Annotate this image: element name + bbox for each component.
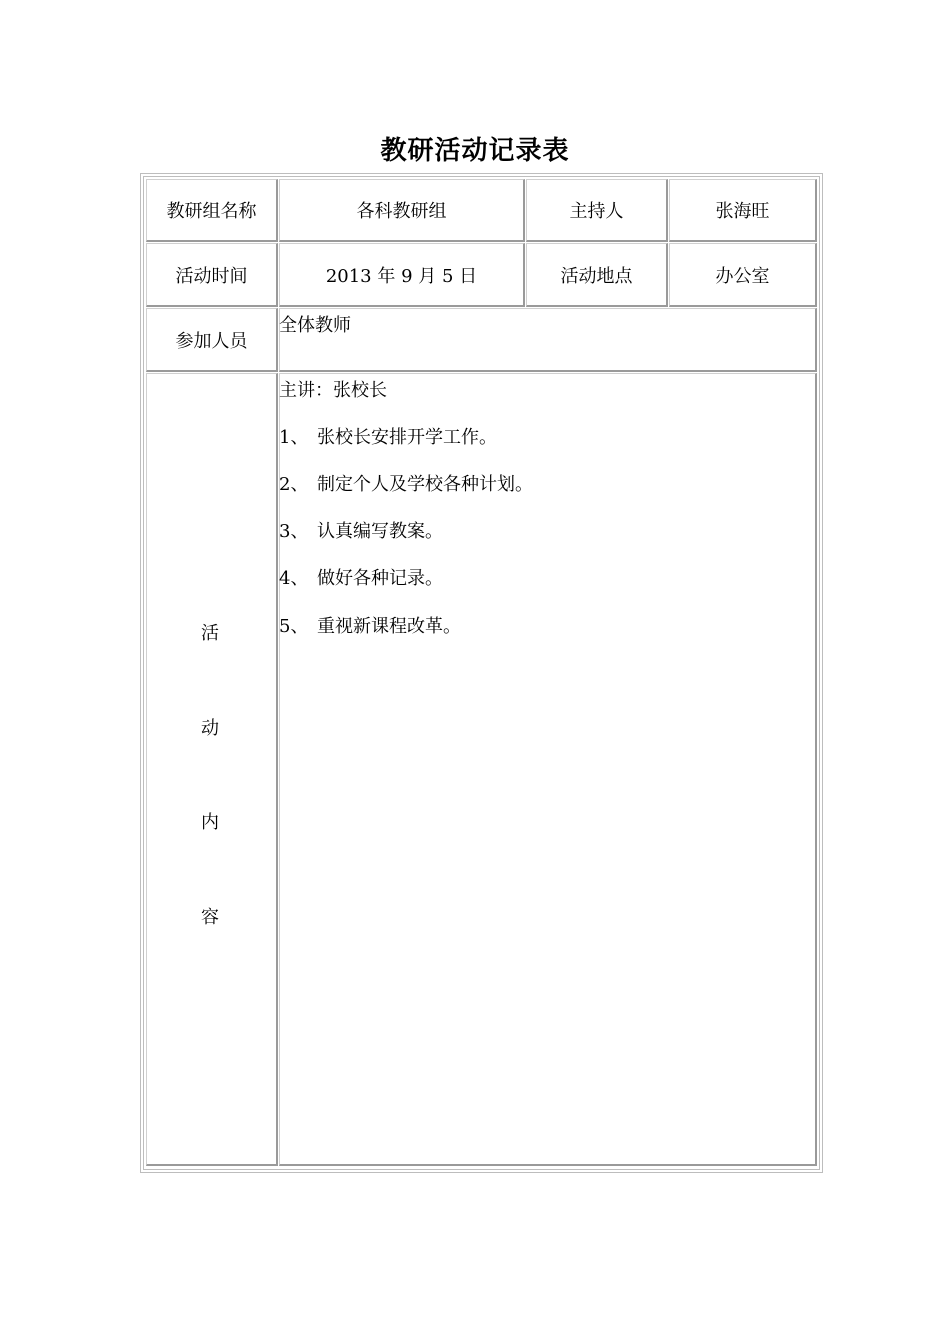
list-item-number: 4、 (279, 568, 309, 589)
list-item-text: 张校长安排开学工作。 (317, 427, 497, 448)
time-value: 2013 年 9 月 5 日 (325, 265, 478, 287)
host-label-cell (526, 179, 668, 242)
place-value: 办公室 (715, 265, 770, 287)
place-value-cell (669, 243, 817, 307)
content-label-char-4: 容 (201, 907, 219, 928)
host-value-cell (669, 179, 817, 242)
content-label-char-1: 活 (201, 623, 219, 644)
list-item-number: 5、 (279, 616, 309, 637)
time-label: 活动时间 (175, 265, 248, 287)
list-item (279, 423, 497, 449)
content-label-char-2: 动 (201, 718, 219, 739)
participants-label: 参加人员 (175, 330, 248, 352)
host-label: 主持人 (569, 201, 624, 222)
list-item (279, 517, 443, 543)
host-value: 张海旺 (715, 201, 770, 222)
list-item (279, 564, 443, 590)
group-name-label-cell (146, 179, 278, 242)
content-label-char-3: 内 (201, 812, 219, 833)
participants-value-cell (279, 308, 817, 372)
list-item-number: 2、 (279, 474, 309, 495)
time-label-cell (146, 243, 278, 307)
content-label-cell (146, 373, 278, 1166)
page-title: 教研活动记录表 (380, 136, 570, 166)
group-name-label: 教研组名称 (166, 201, 257, 222)
content-speaker: 主讲：张校长 (279, 380, 387, 401)
list-item (279, 470, 533, 496)
place-label-cell (526, 243, 668, 307)
place-label: 活动地点 (560, 265, 633, 287)
list-item-text: 做好各种记录。 (317, 568, 443, 589)
list-item-text: 认真编写教案。 (317, 521, 443, 542)
participants-label-cell (146, 308, 278, 372)
group-name-value: 各科教研组 (356, 201, 447, 222)
group-name-value-cell (279, 179, 525, 242)
list-item-number: 1、 (279, 427, 309, 448)
list-item-number: 3、 (279, 521, 309, 542)
list-item-text: 重视新课程改革。 (317, 616, 461, 637)
participants-value: 全体教师 (279, 315, 351, 336)
time-value-cell (279, 243, 525, 307)
list-item (279, 612, 461, 638)
list-item-text: 制定个人及学校各种计划。 (317, 474, 533, 495)
